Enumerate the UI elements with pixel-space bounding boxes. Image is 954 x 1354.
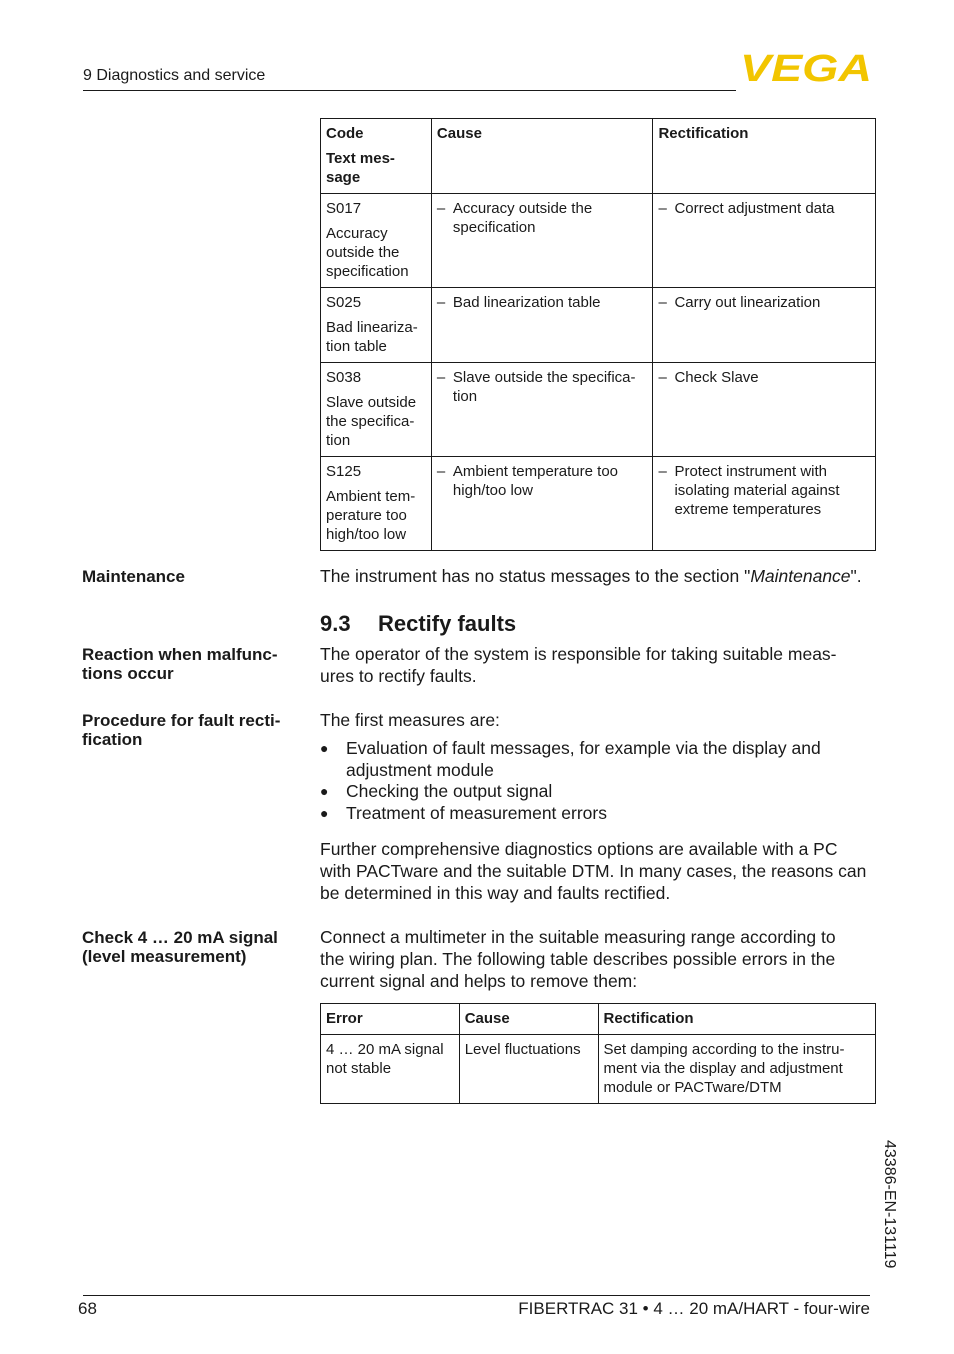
running-header: 9 Diagnostics and service	[83, 67, 266, 84]
footer-divider	[83, 1295, 870, 1296]
code-cell	[321, 194, 432, 288]
table-row	[321, 194, 876, 288]
status-code: S025	[326, 294, 362, 311]
table-header-row	[321, 1004, 876, 1035]
measures-list	[320, 738, 860, 824]
maintenance-label: Maintenance	[82, 567, 185, 586]
code-cell	[321, 288, 432, 363]
section-heading: 9.3 Rectify faults	[320, 611, 517, 636]
check-signal-text: Connect a multimeter in the suitable measuring range according to the wiring plan. The following table describes possible errors in the current signal and helps to remove them:	[320, 927, 836, 991]
header-divider	[83, 90, 736, 91]
cause-cell: – Slave outside the specifica- tion	[431, 363, 653, 457]
cause-cell: – Bad linearization table	[431, 288, 653, 363]
error-table	[320, 1003, 876, 1104]
cause-cell: – Ambient temperature too high/too low	[431, 457, 653, 551]
cause-cell: Level fluctuations	[459, 1035, 598, 1104]
code-cell	[321, 363, 432, 457]
status-code: S017	[326, 200, 362, 217]
check-signal-label: Check 4 … 20 mA signal (level measurement)	[82, 928, 278, 966]
table-header-row	[321, 119, 876, 194]
footer-title: FIBERTRAC 31 • 4 … 20 mA/HART - four-wire	[518, 1299, 870, 1318]
rectification-cell: – Correct adjustment data	[653, 194, 876, 288]
page-number: 68	[78, 1299, 97, 1318]
rectification-cell: Set damping according to the instru- ment via the display and adjustment module or PACTware/DTM	[598, 1035, 875, 1104]
error-cell: 4 … 20 mA signal not stable	[321, 1035, 460, 1104]
table-row	[321, 288, 876, 363]
status-code: S125	[326, 463, 362, 480]
document-code: 43386-EN-131119	[881, 1140, 898, 1269]
list-item: ● Checking the output signal	[320, 781, 553, 801]
procedure-intro: The first measures are:	[320, 710, 500, 730]
maintenance-text: The instrument has no status messages to the section "Maintenance".	[320, 566, 862, 586]
list-item: ● Evaluation of fault messages, for example via the display and adjustment module	[320, 738, 821, 780]
header-cell-error: Error	[321, 1004, 460, 1035]
table-row	[321, 1035, 876, 1104]
rectification-cell: – Check Slave	[653, 363, 876, 457]
list-item: ● Treatment of measurement errors	[320, 802, 607, 823]
table-row	[321, 363, 876, 457]
header-cell-rectification: Rectification	[598, 1004, 875, 1035]
header-cell-code: Code Text mes- sage	[321, 119, 432, 194]
rectification-cell: – Carry out linearization	[653, 288, 876, 363]
svg-text:VEGA: VEGA	[740, 50, 872, 84]
table-row	[321, 457, 876, 551]
reaction-text: The operator of the system is responsible for taking suitable meas- ures to rectify faults.	[320, 644, 837, 686]
header-cell-rectification: Rectification	[653, 119, 876, 194]
status-message: Accuracy outside the specification	[326, 225, 409, 280]
procedure-label: Procedure for fault recti- fication	[82, 711, 281, 749]
rectification-cell: – Protect instrument with isolating material against extreme temperatures	[653, 457, 876, 551]
further-diagnostics-text: Further comprehensive diagnostics options are available with a PC with PACTware and the suitable DTM. In many cases, the reasons can be determined in this way and faults rectified.	[320, 839, 867, 903]
status-message: Slave outside the specifica- tion	[326, 394, 417, 449]
status-message: Ambient tem- perature too high/too low	[326, 488, 416, 543]
status-table	[320, 118, 876, 551]
vega-logo	[740, 50, 874, 84]
cause-cell: – Accuracy outside the specification	[431, 194, 653, 288]
header-cell-cause: Cause	[459, 1004, 598, 1035]
status-code: S038	[326, 369, 362, 386]
reaction-label: Reaction when malfunc- tions occur	[82, 645, 278, 683]
header-text-message: Text mes- sage	[326, 150, 395, 186]
status-message: Bad lineariza- tion table	[326, 319, 418, 355]
code-cell	[321, 457, 432, 551]
header-cell-cause: Cause	[431, 119, 653, 194]
